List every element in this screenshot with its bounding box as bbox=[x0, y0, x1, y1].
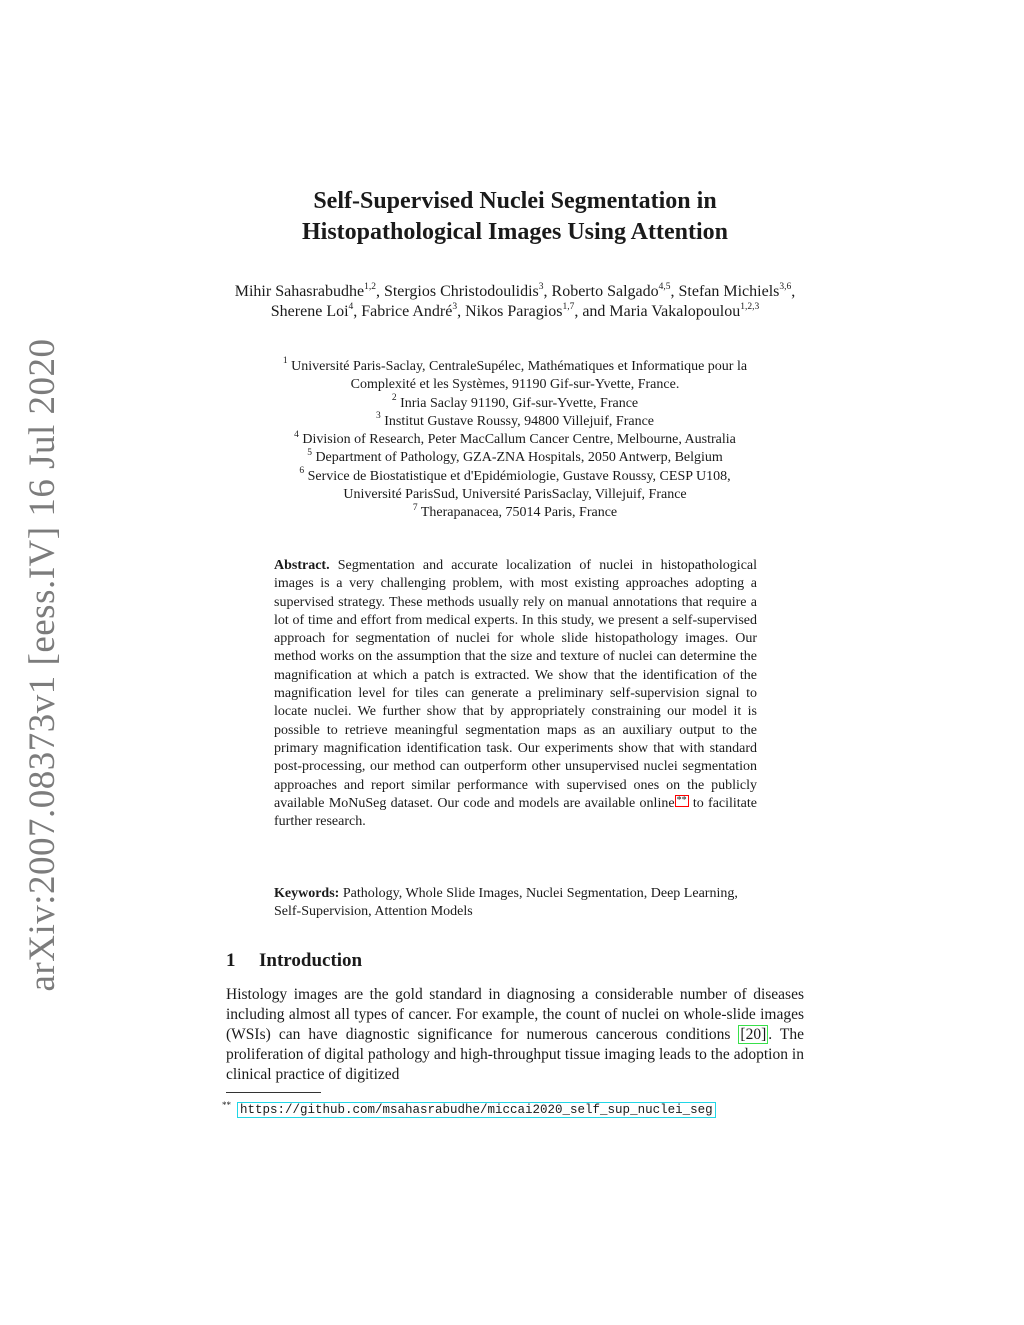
abstract-text-end: to facilitate further research. bbox=[274, 795, 758, 830]
affiliation-text: Université Paris-Saclay, CentraleSupélec, Mathématiques et Informatique pour la bbox=[291, 359, 748, 374]
author-name: Roberto Salgado bbox=[551, 283, 659, 300]
intro-text-before: Histology images are the gold standard in diagnosing a considerable number of diseases including almost all types of cancer. For example, the count of nuclei on whole-slide images (WSIs) can have diagnostic significance for numerous cancerous conditions bbox=[226, 986, 804, 1043]
author-name: Fabrice André bbox=[361, 303, 453, 320]
author-name: Stergios Christodoulidis bbox=[383, 283, 539, 300]
affiliation-text: Institut Gustave Roussy, 94800 Villejuif, France bbox=[384, 413, 655, 429]
author-separator: , bbox=[375, 283, 384, 300]
affiliation-text: Université ParisSud, Université ParisSaclay, Villejuif, France bbox=[343, 487, 687, 503]
author-affiliation-sup: 1,2,3 bbox=[740, 301, 760, 312]
citation-link[interactable]: [20] bbox=[740, 1026, 767, 1043]
keywords-label: Keywords: bbox=[274, 886, 340, 901]
affiliation-text: Service de Biostatistique et d'Epidémiologie, Gustave Roussy, CESP U108, bbox=[307, 468, 731, 484]
affiliation-line bbox=[215, 486, 815, 504]
affiliation-line bbox=[215, 413, 815, 431]
section-title: Introduction bbox=[259, 950, 363, 971]
affiliation-number: 7 bbox=[412, 502, 418, 513]
author-separator: , and bbox=[574, 303, 610, 320]
abstract-text: Segmentation and accurate localization of nuclei in histopathological images is a very challenging problem, with most existing approaches adopting a supervised strategy. These methods usually rely on manual annotations that require a lot of time and effort from medical experts. In this study, we present a self-supervised approach for segmentation of nuclei for whole slide histopathology images. Our method works on the assumption that the size and texture of nuclei can determine the magnification at which a patch is extracted. We show that the identification of the magnification level for tiles can generate a preliminary self-supervision signal to locate nuclei. We further show that by appropriately constraining our model it is possible to retrieve meaningful segmentation maps as an auxiliary output to the primary magnification identification task. Our experiments show that with standard post-processing, our method can outperform other unsupervised nuclei segmentation approaches and report similar performance with supervised ones on the publicly available MoNuSeg dataset. Our code and models are available online bbox=[274, 558, 758, 811]
introduction-paragraph bbox=[226, 985, 804, 1085]
paper-title bbox=[180, 186, 850, 248]
affiliation-number: 1 bbox=[282, 356, 288, 367]
section-number: 1 bbox=[226, 950, 236, 971]
author-name: Mihir Sahasrabudhe bbox=[234, 283, 365, 300]
author-separator: , bbox=[457, 303, 466, 320]
author-affiliation-sup: 4,5 bbox=[658, 281, 671, 292]
affiliation-text: Inria Saclay 91190, Gif-sur-Yvette, France bbox=[400, 395, 639, 411]
author-separator: , bbox=[670, 283, 679, 300]
affiliation-line bbox=[215, 449, 815, 467]
affiliation-number: 3 bbox=[375, 411, 381, 422]
author-affiliation-sup: 1,7 bbox=[562, 301, 575, 312]
affiliation-text: Department of Pathology, GZA-ZNA Hospitals, 2050 Antwerp, Belgium bbox=[315, 450, 723, 466]
abstract-label: Abstract. bbox=[274, 558, 330, 573]
author-name: Sherene Loi bbox=[270, 303, 349, 320]
affiliation-line bbox=[215, 376, 815, 394]
affiliation-text: Therapanacea, 75014 Paris, France bbox=[420, 505, 618, 521]
author-affiliation-sup: 3,6 bbox=[779, 281, 792, 292]
affiliation-text: Complexité et les Systèmes, 91190 Gif-sur-Yvette, France. bbox=[350, 377, 680, 393]
author-separator: , bbox=[543, 283, 552, 300]
footnote bbox=[222, 1096, 716, 1119]
author-affiliation-sup: 4 bbox=[348, 301, 354, 312]
author-affiliation-sup: 3 bbox=[452, 301, 458, 312]
affiliation-list bbox=[215, 358, 815, 523]
affiliation-line bbox=[215, 358, 815, 376]
title-line-2: Histopathological Images Using Attention bbox=[301, 219, 729, 245]
affiliation-number: 4 bbox=[294, 429, 299, 440]
section-heading bbox=[226, 950, 362, 972]
affiliation-number: 2 bbox=[391, 392, 397, 403]
affiliation-line bbox=[215, 392, 815, 413]
affiliation-number: 5 bbox=[307, 447, 312, 458]
author-list bbox=[215, 282, 815, 322]
affiliation-line bbox=[215, 504, 815, 522]
keywords bbox=[274, 885, 757, 922]
affiliation-line bbox=[215, 468, 815, 486]
intro-text-after: . The proliferation of digital pathology and high-throughput tissue imaging leads to the adoption in clinical practice of digitized bbox=[226, 1026, 805, 1083]
title-line-1: Self-Supervised Nuclei Segmentation in bbox=[313, 188, 717, 214]
affiliation-line bbox=[215, 431, 815, 449]
author-name: Stefan Michiels bbox=[678, 283, 780, 300]
author-separator: , bbox=[791, 283, 796, 300]
author-separator: , bbox=[353, 303, 362, 320]
author-affiliation-sup: 1,2 bbox=[364, 281, 376, 292]
affiliation-number: 6 bbox=[299, 466, 305, 477]
author-name: Maria Vakalopoulou bbox=[609, 303, 741, 320]
author-name: Nikos Paragios bbox=[465, 303, 563, 320]
keywords-text: Pathology, Whole Slide Images, Nuclei Segmentation, Deep Learning, Self-Supervision, Attention Models bbox=[274, 886, 738, 920]
author-affiliation-sup: 3 bbox=[538, 281, 544, 292]
footnote-reference-link[interactable]: ** bbox=[676, 794, 687, 806]
footnote-mark: ** bbox=[222, 1100, 231, 1110]
footnote-url-link[interactable]: https://github.com/msahasrabudhe/miccai2020_self_sup_nuclei_seg bbox=[237, 1102, 716, 1118]
arxiv-identifier-stamp: arXiv:2007.08373v1 [eess.IV] 16 Jul 2020 bbox=[22, 338, 63, 992]
footnote-divider bbox=[226, 1092, 321, 1093]
abstract bbox=[274, 557, 757, 831]
affiliation-text: Division of Research, Peter MacCallum Cancer Centre, Melbourne, Australia bbox=[302, 432, 736, 448]
